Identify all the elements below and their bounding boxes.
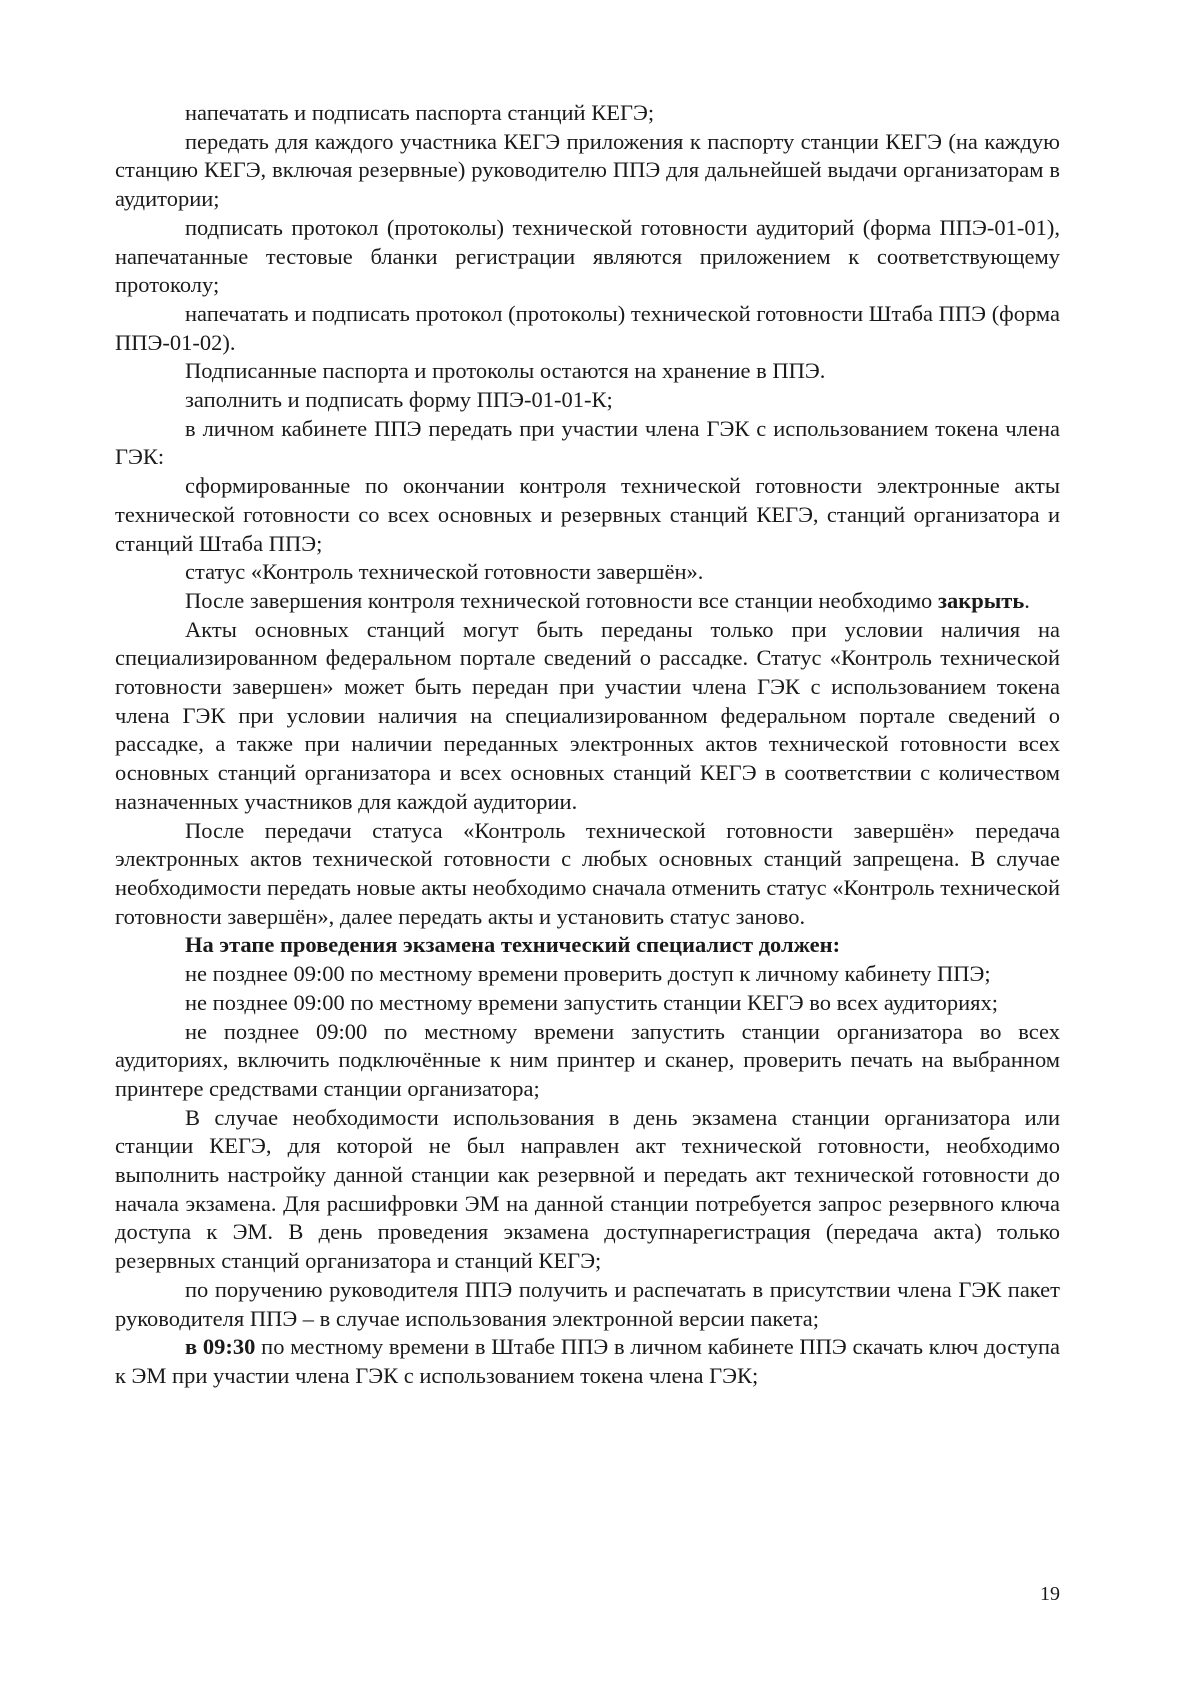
page-number: 19 <box>1040 1583 1060 1605</box>
paragraph <box>115 357 1060 386</box>
heading-text: На этапе проведения экзамена технический специалист должен: <box>185 932 841 958</box>
paragraph-text: в личном кабинете ППЭ передать при участии члена ГЭК с использованием токена члена ГЭК: <box>115 415 1060 470</box>
paragraph-text: Акты основных станций могут быть переданы только при условии наличия на специализированном федеральном портале сведений о рассадке. Статус «Контроль технической готовности завершен» может быть передан при участии члена ГЭК с использованием токена члена ГЭК при условии наличия на специализированном федеральном портале сведений о рассадке, а также при наличии переданных электронных актов технической готовности всех основных станций организатора и всех основных станций КЕГЭ в соответствии с количеством назначенных участников для каждой аудитории. <box>115 616 1060 814</box>
paragraph-text: Подписанные паспорта и протоколы остаются на хранение в ППЭ. <box>185 358 826 384</box>
paragraph-text: не позднее 09:00 по местному времени проверить доступ к личному кабинету ППЭ; <box>185 961 991 987</box>
paragraph <box>115 415 1060 472</box>
paragraph <box>115 214 1060 300</box>
paragraph <box>115 1104 1060 1276</box>
paragraph-text: статус «Контроль технической готовности завершён». <box>185 559 704 585</box>
paragraph-tail: . <box>1024 587 1030 613</box>
paragraph-text: В случае необходимости использования в день экзамена станции организатора или станции КЕГЭ, для которой не был направлен акт технической готовности, необходимо выполнить настройку данной станции как резервной и передать акт технической готовности до начала экзамена. Для расшифровки ЭМ на данной станции потребуется запрос резервного ключа доступа к ЭМ. В день проведения экзамена доступнарегистрация (передача акта) только резервных станций организатора и станций КЕГЭ; <box>115 1104 1060 1274</box>
paragraph <box>115 1018 1060 1104</box>
paragraph-text: заполнить и подписать форму ППЭ-01-01-К; <box>185 387 613 413</box>
paragraph-text: После завершения контроля технической готовности все станции необходимо <box>185 587 938 613</box>
paragraph-text: по поручению руководителя ППЭ получить и распечатать в присутствии члена ГЭК пакет руководителя ППЭ – в случае использования электронной версии пакета; <box>115 1276 1060 1331</box>
bold-time: в 09:30 <box>185 1334 256 1360</box>
paragraph <box>115 616 1060 817</box>
paragraph-text: После передачи статуса «Контроль технической готовности завершён» передача электронных актов технической готовности с любых основных станций запрещена. В случае необходимости передать новые акты необходимо сначала отменить статус «Контроль технической готовности завершён», далее передать акты и установить статус заново. <box>115 817 1060 929</box>
paragraph <box>115 558 1060 587</box>
paragraph-text: подписать протокол (протоколы) технической готовности аудиторий (форма ППЭ-01-01), напечатанные тестовые бланки регистрации являются приложением к соответствующему протоколу; <box>115 214 1060 298</box>
paragraph <box>115 472 1060 558</box>
paragraph <box>115 989 1060 1018</box>
paragraph <box>115 128 1060 214</box>
paragraph <box>115 1333 1060 1390</box>
paragraph-text: не позднее 09:00 по местному времени запустить станции организатора во всех аудиториях, включить подключённые к ним принтер и сканер, проверить печать на выбранном принтере средствами станции организатора; <box>115 1018 1060 1101</box>
paragraph-text: напечатать и подписать паспорта станций КЕГЭ; <box>185 100 655 125</box>
paragraph <box>115 587 1060 616</box>
section-heading <box>115 931 1060 960</box>
paragraph <box>115 960 1060 989</box>
paragraph <box>115 817 1060 932</box>
paragraph <box>115 300 1060 357</box>
paragraph-text: сформированные по окончании контроля технической готовности электронные акты технической готовности со всех основных и резервных станций КЕГЭ, станций организатора и станций Штаба ППЭ; <box>115 473 1060 556</box>
bold-word: закрыть <box>937 587 1025 613</box>
paragraph-text: напечатать и подписать протокол (протоколы) технической готовности Штаба ППЭ (форма ППЭ-01-02). <box>115 300 1060 355</box>
page-body <box>115 99 1060 1391</box>
paragraph-text: по местному времени в Штабе ППЭ в личном кабинете ППЭ скачать ключ доступа к ЭМ при участии члена ГЭК с использованием токена члена ГЭК; <box>115 1334 1060 1388</box>
paragraph-text: не позднее 09:00 по местному времени запустить станции КЕГЭ во всех аудиториях; <box>185 989 998 1015</box>
paragraph <box>115 1276 1060 1333</box>
paragraph <box>115 99 1060 128</box>
paragraph-text: передать для каждого участника КЕГЭ приложения к паспорту станции КЕГЭ (на каждую станцию КЕГЭ, включая резервные) руководителю ППЭ для дальнейшей выдачи организаторам в аудитории; <box>115 128 1060 212</box>
paragraph <box>115 386 1060 415</box>
